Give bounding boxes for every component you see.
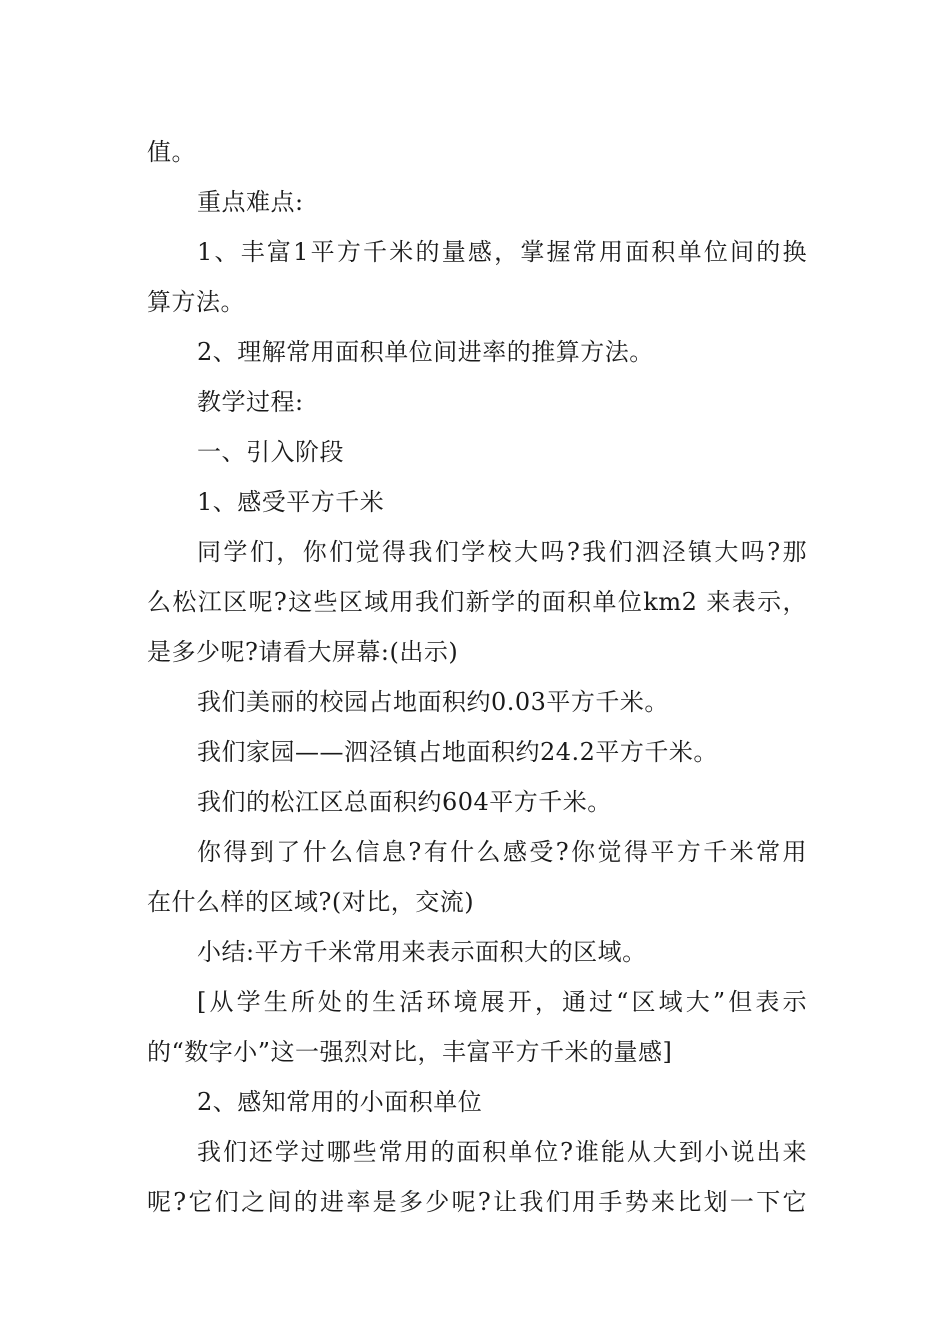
annotation-line: 的“数字小”这一强烈对比，丰富平方千米的量感]	[147, 1038, 673, 1066]
section-heading: 教学过程:	[197, 388, 304, 416]
text-line: 2、理解常用面积单位间进率的推算方法。	[197, 338, 654, 366]
text-line: 你得到了什么信息?有什么感受?你觉得平方千米常用	[197, 838, 807, 866]
annotation-line: [从学生所处的生活环境展开，通过“区域大”但表示	[197, 988, 807, 1016]
text-line: 么松江区呢?这些区域用我们新学的面积单位km2 来表示，	[147, 588, 807, 616]
text-line: 我们家园——泗泾镇占地面积约24.2平方千米。	[197, 738, 718, 766]
text-line: 是多少呢?请看大屏幕:(出示)	[147, 638, 459, 666]
summary-line: 小结:平方千米常用来表示面积大的区域。	[197, 938, 647, 966]
subsection-heading: 2、感知常用的小面积单位	[197, 1088, 483, 1116]
section-heading: 一、引入阶段	[197, 438, 344, 466]
text-line: 算方法。	[147, 288, 245, 316]
text-line: 在什么样的区域?(对比，交流)	[147, 888, 475, 916]
text-line: 我们的松江区总面积约604平方千米。	[197, 788, 612, 816]
text-line: 同学们，你们觉得我们学校大吗?我们泗泾镇大吗?那	[197, 538, 807, 566]
text-line: 我们美丽的校园占地面积约0.03平方千米。	[197, 688, 669, 716]
text-line: 呢?它们之间的进率是多少呢?让我们用手势来比划一下它	[147, 1188, 807, 1216]
section-heading: 重点难点:	[197, 188, 304, 216]
text-line: 我们还学过哪些常用的面积单位?谁能从大到小说出来	[197, 1138, 807, 1166]
text-line: 值。	[147, 138, 196, 166]
text-line: 1、丰富1平方千米的量感，掌握常用面积单位间的换	[197, 238, 807, 266]
subsection-heading: 1、感受平方千米	[197, 488, 385, 516]
